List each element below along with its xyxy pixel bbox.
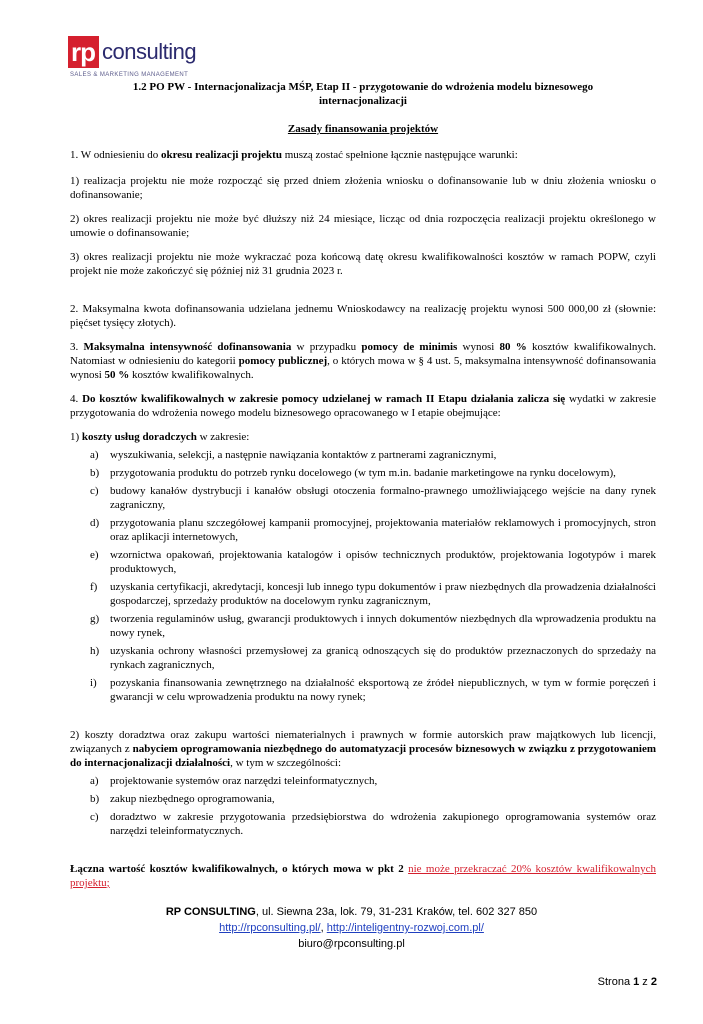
bold-text: okresu realizacji projektu <box>160 149 282 161</box>
logo-wordmark: consulting <box>102 39 197 64</box>
page-total: 2 <box>650 976 657 988</box>
text: muszą zostać spełnione łącznie następujące warunki: <box>281 149 518 161</box>
list-marker: c) <box>90 811 99 823</box>
list-item-text: doradztwo w zakresie przygotowania przedsiębiorstwa do wdrożenia zakupionego oprogramowania systemów oraz narzędzi teleinformatycznych. <box>110 811 656 837</box>
list-marker: e) <box>90 549 99 561</box>
list-item-text: przygotowania planu szczegółowej kampanii promocyjnej, projektowania materiałów reklamowych i promocyjnych, stron oraz aplikacji internetowych, <box>110 517 656 543</box>
final-note <box>70 862 656 890</box>
bold-text: Do kosztów kwalifikowalnych w zakresie pomocy udzielanej w ramach II Etapu działania zalicza się <box>82 393 566 405</box>
list-item <box>70 448 656 462</box>
text: kosztów kwalifikowalnych. Natomiast w odniesieniu do kategorii <box>70 341 657 367</box>
section-4 <box>70 392 656 420</box>
list-marker: h) <box>90 645 100 657</box>
document-title <box>70 80 656 108</box>
link-inteligentny-rozwoj[interactable]: http://inteligentny-rozwoj.com.pl/ <box>326 922 484 934</box>
text: , <box>320 922 327 934</box>
list-item <box>70 774 656 788</box>
list-marker: d) <box>90 517 100 529</box>
list-item-text: wzornictwa opakowań, projektowania katalogów i opisów technicznych produktów, projektowania logotypów i marek produktowych, <box>110 549 656 575</box>
footer-address: , ul. Siewna 23a, lok. 79, 31-231 Kraków, tel. 602 327 850 <box>255 906 538 918</box>
text: 1) <box>70 431 82 443</box>
section-1-intro <box>70 148 656 162</box>
list-item <box>70 484 656 512</box>
list-item-text: wyszukiwania, selekcji, a następnie nawiązania kontaktów z partnerami zagranicznymi, <box>110 449 497 461</box>
list-item-text: uzyskania certyfikacji, akredytacji, koncesji lub innego typu dokumentów i praw niezbędnych dla prowadzenia działalności gospodarczej, sprzedaży produktów na docelowym rynku zagranicznym, <box>110 581 656 607</box>
text: Strona <box>597 976 634 988</box>
text: w przypadku <box>291 341 362 353</box>
text: wynosi <box>457 341 500 353</box>
text: 4. <box>70 393 83 405</box>
bold-text: koszty usług doradczych <box>81 431 197 443</box>
list-item <box>70 612 656 640</box>
highlighted-limit: nie może przekraczać 20% kosztów kwalifikowalnych projektu <box>70 863 657 889</box>
text: w zakresie: <box>196 431 250 443</box>
logo-tagline: SALES & MARKETING MANAGEMENT <box>70 72 189 78</box>
list-marker: f) <box>90 581 98 593</box>
text: wydatki w zakresie przygotowania do wdrożenia nowego modelu biznesowego opracowanego w I etapie obejmujące: <box>70 393 656 419</box>
list-item <box>70 580 656 608</box>
section-3 <box>70 340 656 382</box>
title-line-2: internacjonalizacji <box>319 95 407 107</box>
list-marker: c) <box>90 485 99 497</box>
text: kosztów kwalifikowalnych. <box>129 369 254 381</box>
condition-1: 1) realizacja projektu nie może rozpocząć się przed dniem złożenia wniosku o dofinansowanie lub w dniu złożenia wniosku o dofinansowanie; <box>70 175 656 201</box>
text: 3. <box>70 341 84 353</box>
footer-links-line <box>0 920 703 936</box>
bold-text: pomocy de minimis <box>361 341 458 353</box>
title-line-1: 1.2 PO PW - Internacjonalizacja MŚP, Etap II - przygotowanie do wdrożenia modelu biznesowego <box>132 81 594 93</box>
bold-text: Łączna wartość kosztów kwalifikowalnych, o których mowa w pkt 2 <box>70 863 404 875</box>
document-subtitle: Zasady finansowania projektów <box>287 123 439 135</box>
list-marker: i) <box>90 677 97 689</box>
list-marker: g) <box>90 613 100 625</box>
link-rpconsulting[interactable]: http://rpconsulting.pl/ <box>219 922 321 934</box>
list-item <box>70 548 656 576</box>
section-2: 2. Maksymalna kwota dofinansowania udzielana jednemu Wnioskodawcy na realizację projektu wynosi 500 000,00 zł (słownie: pięćset tysięcy złotych). <box>70 303 656 329</box>
software-costs-list <box>70 774 656 838</box>
list-item-text: tworzenia regulaminów usług, gwarancji produktowych i innych dokumentów niezbędnych dla wprowadzenia produktu na nowy rynek, <box>110 613 656 639</box>
subsection-2 <box>70 728 656 770</box>
condition-3: 3) okres realizacji projektu nie może wykraczać poza końcową datę okresu kwalifikowalności kosztów w ramach POPW, czyli projekt nie może zakończyć się później niż 31 grudnia 2023 r. <box>70 251 656 277</box>
list-item-text: przygotowania produktu do potrzeb rynku docelowego (w tym m.in. badanie marketingowe na rynku docelowym), <box>110 467 616 479</box>
advisory-costs-list <box>70 448 656 704</box>
text: 1. W odniesieniu do <box>70 149 161 161</box>
footer-company: RP CONSULTING <box>165 906 256 918</box>
bold-text: pomocy publicznej <box>238 355 328 367</box>
page-number <box>598 976 657 988</box>
text: 2) koszty doradztwa oraz zakupu wartości niematerialnych i prawnych w formie autorskich praw majątkowych lub licencji, związanych z <box>70 729 656 755</box>
condition-2: 2) okres realizacji projektu nie może być dłuższy niż 24 miesiące, licząc od dnia rozpoczęcia realizacji projektu określonego w umowie o dofinansowanie; <box>70 213 656 239</box>
list-item <box>70 676 656 704</box>
text: z <box>639 976 651 988</box>
page-footer <box>0 904 703 952</box>
list-item-text: projektowanie systemów oraz narzędzi teleinformatycznych, <box>110 775 378 787</box>
list-item <box>70 466 656 480</box>
list-marker: a) <box>90 449 99 461</box>
page-current: 1 <box>633 976 640 988</box>
bold-text: 50 % <box>104 369 130 381</box>
document-body <box>70 80 656 890</box>
list-item-text: zakup niezbędnego oprogramowania, <box>110 793 275 805</box>
list-item <box>70 810 656 838</box>
list-item-text: pozyskania finansowania zewnętrznego na działalność eksportową ze źródeł niepublicznych, w tym w formie poręczeń i gwarancji w celu wprowadzenia produktu na nowy rynek; <box>110 677 656 703</box>
text: , o których mowa w § 4 ust. 5, maksymalna intensywność dofinansowania wynosi <box>70 355 657 381</box>
text: ; <box>106 877 110 889</box>
subsection-1-heading <box>70 430 656 444</box>
bold-text: nabyciem oprogramowania niezbędnego do automatyzacji procesów biznesowych w związku z przygotowaniem do internacjonalizacji działalności <box>70 743 656 769</box>
bold-text: 80 % <box>499 341 527 353</box>
text: , w tym w szczególności: <box>230 757 342 769</box>
list-marker: b) <box>90 467 100 479</box>
footer-email: biuro@rpconsulting.pl <box>298 938 405 950</box>
bold-text: Maksymalna intensywność dofinansowania <box>83 341 292 353</box>
footer-address-line <box>0 904 703 920</box>
list-item <box>70 792 656 806</box>
list-item-text: budowy kanałów dystrybucji i kanałów obsługi otoczenia formalno-prawnego umożliwiającego wejście na dany rynek zagraniczny, <box>110 485 656 511</box>
list-marker: b) <box>90 793 100 805</box>
logo-rp-mark: rp <box>68 36 99 68</box>
list-item <box>70 516 656 544</box>
list-item-text: uzyskania ochrony własności przemysłowej za granicą odnoszących się do produktów przeznaczonych do sprzedaży na rynkach zagranicznych, <box>110 645 656 671</box>
list-marker: a) <box>90 775 99 787</box>
company-logo <box>68 36 197 86</box>
list-item <box>70 644 656 672</box>
